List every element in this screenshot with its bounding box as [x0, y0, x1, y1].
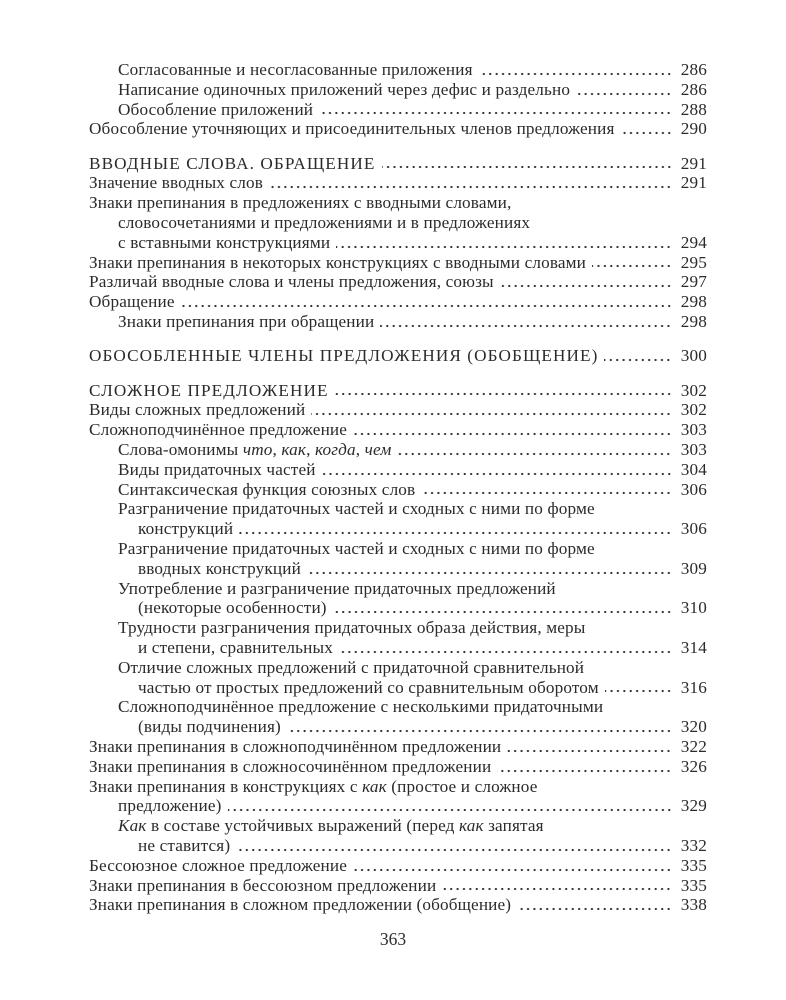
toc-entry-title: [138, 598, 327, 618]
toc-entry-line: [89, 895, 707, 915]
dot-leader: [442, 881, 672, 891]
toc-entry-title: [89, 420, 347, 440]
toc-entry-title: [89, 757, 491, 777]
toc-page-number: 306: [680, 519, 707, 539]
title-text: Обращение: [89, 292, 175, 312]
title-text: (некоторые особенности): [138, 598, 327, 618]
toc-section: [89, 381, 707, 916]
toc-entry-line: [89, 400, 707, 420]
dot-leader: [421, 485, 672, 495]
toc-entry-title: [138, 519, 233, 539]
toc-entry: [89, 480, 707, 500]
toc-entry-title: [118, 233, 330, 253]
toc-entry: [89, 737, 707, 757]
toc-entry: [89, 658, 707, 698]
title-text: конструкций: [138, 519, 234, 539]
toc-entry: [89, 400, 707, 420]
toc-entry-line: [89, 658, 707, 678]
toc-entry: [89, 697, 707, 737]
toc-entry-title: [118, 618, 586, 638]
toc-entry: [89, 618, 707, 658]
toc-entry-line: [89, 559, 707, 579]
toc-heading: [89, 154, 707, 174]
toc-entry-title: [89, 400, 305, 420]
toc-page-number: 309: [680, 558, 707, 578]
title-text: вводных конструкций: [138, 558, 301, 578]
toc-page-number: 306: [680, 479, 707, 499]
toc-entry-line: [89, 193, 707, 213]
dot-leader: [269, 179, 672, 189]
toc-entry: [89, 856, 707, 876]
toc-entry-line: [89, 60, 707, 80]
toc-page-number: 320: [680, 717, 707, 737]
toc-entry: [89, 539, 707, 579]
toc-page-number: 335: [680, 875, 707, 895]
title-text: Знаки препинания в предложениях с вводными словами,: [89, 193, 512, 213]
title-text: Согласованные и несогласованные приложения: [118, 60, 473, 79]
dot-leader: [181, 298, 672, 308]
title-text: Разграничение придаточных частей и сходных с ними по форме: [118, 539, 595, 559]
toc-entry-line: [89, 80, 707, 100]
toc-entry-title: [118, 499, 595, 519]
dot-leader: [517, 901, 672, 911]
dot-leader: [576, 86, 672, 96]
dot-leader: [382, 159, 672, 169]
toc-page-number: 298: [680, 312, 707, 332]
title-text: Виды придаточных частей: [118, 459, 316, 479]
dot-leader: [311, 406, 672, 416]
toc-entry-line: [89, 173, 707, 193]
dot-leader: [336, 239, 672, 249]
toc-page-number: 303: [680, 440, 707, 460]
toc-page-number: 295: [680, 252, 707, 272]
toc-entry-title: [89, 381, 329, 401]
toc-entry-line: [89, 757, 707, 777]
toc-entry-line: [89, 579, 707, 599]
toc-entry: [89, 292, 707, 312]
title-text: частью от простых предложений со сравнительным оборотом: [138, 677, 599, 697]
toc-entry-line: [89, 856, 707, 876]
toc-page-number: 304: [680, 459, 707, 479]
toc-page-number: 302: [680, 380, 707, 400]
toc-entry-title: [118, 100, 313, 120]
dot-leader: [319, 105, 672, 115]
toc-entry-line: [89, 678, 707, 698]
toc-entry-line: [89, 381, 707, 401]
toc-entry: [89, 499, 707, 539]
toc-entry-title: [89, 895, 511, 915]
toc-entry-title: [89, 876, 436, 896]
table-of-contents: [89, 60, 707, 930]
toc-entry-line: [89, 836, 707, 856]
title-text: (виды подчинения): [138, 717, 281, 737]
toc-entry-title: [89, 253, 586, 273]
dot-leader: [621, 125, 673, 135]
toc-entry-title: [118, 816, 544, 836]
toc-entry-line: [89, 253, 707, 273]
toc-page-number: 294: [680, 232, 707, 252]
dot-leader: [236, 842, 672, 852]
title-text: Знаки препинания в некоторых конструкциях с вводными словами: [89, 252, 587, 272]
toc-entry-line: [89, 154, 707, 174]
toc-entry-line: [89, 737, 707, 757]
title-text: Знаки препинания в сложносочинённом предложении: [89, 756, 492, 776]
toc-entry: [89, 253, 707, 273]
toc-entry-title: [118, 579, 556, 599]
toc-page-number: 338: [680, 895, 707, 915]
toc-entry-line: [89, 816, 707, 836]
toc-entry: [89, 757, 707, 777]
toc-page-number: 302: [680, 400, 707, 420]
toc-entry-line: [89, 618, 707, 638]
toc-page-number: 329: [680, 796, 707, 816]
toc-entry-title: [138, 678, 599, 698]
toc-entry-title: [89, 737, 501, 757]
toc-entry-title: [89, 856, 347, 876]
dot-leader: [322, 466, 672, 476]
title-text: Написание одиночных приложений через дефис и раздельно: [118, 79, 571, 99]
toc-entry-line: [89, 796, 707, 816]
toc-entry: [89, 193, 707, 252]
toc-entry: [89, 420, 707, 440]
toc-page-number: 310: [680, 598, 707, 618]
title-text: ВВОДНЫЕ СЛОВА. ОБРАЩЕНИЕ: [89, 153, 376, 173]
toc-entry-title: [89, 154, 376, 174]
toc-entry-title: [118, 460, 316, 480]
title-text: Знаки препинания в сложном предложении (обобщение): [89, 895, 512, 915]
toc-entry-title: [118, 697, 603, 717]
toc-entry-line: [89, 420, 707, 440]
toc-page-number: 335: [680, 855, 707, 875]
title-text: ,: [355, 440, 365, 460]
italic-text: как: [458, 816, 484, 836]
toc-entry-line: [89, 346, 707, 366]
toc-heading: [89, 381, 707, 401]
toc-entry-line: [89, 777, 707, 797]
toc-entry-title: [118, 312, 374, 332]
toc-entry-title: [138, 638, 333, 658]
dot-leader: [592, 258, 672, 268]
toc-entry-title: [89, 292, 175, 312]
title-text: Синтаксическая функция союзных слов: [118, 479, 416, 499]
toc-entry-title: [89, 119, 615, 139]
toc-entry: [89, 440, 707, 460]
toc-entry-title: [138, 559, 301, 579]
dot-leader: [604, 352, 672, 362]
toc-entry-title: [118, 658, 584, 678]
title-text: Виды сложных предложений: [89, 400, 306, 420]
title-text: Разграничение придаточных частей и сходных с ними по форме: [118, 499, 595, 519]
toc-entry-line: [89, 499, 707, 519]
italic-text: что: [242, 440, 273, 460]
toc-page-number: 314: [680, 638, 707, 658]
title-text: Употребление и разграничение придаточных предложений: [118, 578, 556, 598]
dot-leader: [335, 386, 672, 396]
toc-entry-line: [89, 876, 707, 896]
title-text: Слова-омонимы: [118, 440, 243, 460]
toc-page-number: 316: [680, 677, 707, 697]
toc-entry-title: [138, 717, 281, 737]
dot-leader: [497, 763, 672, 773]
toc-page-number: 286: [680, 60, 707, 79]
title-text: Обособление уточняющих и присоединительных членов предложения: [89, 119, 615, 139]
toc-entry-line: [89, 312, 707, 332]
toc-entry-title: [118, 213, 530, 233]
toc-entry-title: [89, 346, 598, 366]
toc-entry: [89, 60, 707, 80]
toc-entry: [89, 460, 707, 480]
title-text: Знаки препинания в конструкциях с: [89, 776, 363, 796]
toc-entry: [89, 579, 707, 619]
toc-page-number: 303: [680, 420, 707, 440]
title-text: ОБОСОБЛЕННЫЕ ЧЛЕНЫ ПРЕДЛОЖЕНИЯ (ОБОБЩЕНИЕ): [89, 346, 599, 366]
toc-heading: [89, 346, 707, 366]
toc-entry: [89, 173, 707, 193]
dot-leader: [353, 426, 672, 436]
title-text: Обособление приложений: [118, 99, 314, 119]
title-text: с вставными конструкциями: [118, 232, 331, 252]
toc-entry: [89, 312, 707, 332]
toc-entry-line: [89, 233, 707, 253]
toc-entry-title: [89, 272, 494, 292]
dot-leader: [307, 565, 672, 575]
toc-entry: [89, 80, 707, 100]
toc-entry-title: [118, 539, 595, 559]
title-text: запятая: [483, 816, 544, 836]
toc-entry-line: [89, 480, 707, 500]
dot-leader: [339, 644, 672, 654]
toc-entry-line: [89, 717, 707, 737]
toc-entry-title: [138, 836, 230, 856]
title-text: Трудности разграничения придаточных образа действия, меры: [118, 618, 586, 638]
toc-entry-line: [89, 292, 707, 312]
toc-entry: [89, 119, 707, 139]
italic-text: как: [281, 440, 307, 460]
toc-entry-line: [89, 440, 707, 460]
title-text: СЛОЖНОЕ ПРЕДЛОЖЕНИЕ: [89, 380, 329, 400]
toc-page-number: 297: [680, 272, 707, 292]
toc-entry-title: [89, 193, 511, 213]
toc-page-number: 326: [680, 756, 707, 776]
italic-text: как: [362, 776, 387, 796]
toc-page-number: 288: [680, 99, 707, 119]
dot-leader: [239, 525, 672, 535]
toc-entry: [89, 100, 707, 120]
title-text: (простое и сложное: [386, 776, 538, 796]
title-text: Значение вводных слов: [89, 173, 264, 193]
toc-page-number: 286: [680, 79, 707, 99]
toc-entry: [89, 272, 707, 292]
dot-leader: [333, 604, 672, 614]
toc-entry-title: [89, 173, 263, 193]
toc-entry-line: [89, 598, 707, 618]
toc-entry-line: [89, 119, 707, 139]
page-number: 363: [379, 929, 407, 949]
dot-leader: [500, 278, 672, 288]
toc-entry: [89, 816, 707, 856]
title-text: и степени, сравнительных: [138, 638, 333, 658]
toc-entry: [89, 777, 707, 817]
toc-entry-title: [118, 80, 570, 100]
title-text: Знаки препинания в бессоюзном предложении: [89, 875, 437, 895]
toc-entry-line: [89, 519, 707, 539]
title-text: ,: [272, 440, 282, 460]
toc-entry: [89, 876, 707, 896]
title-text: Сложноподчинённое предложение с несколькими придаточными: [118, 697, 604, 717]
title-text: не ставится): [138, 835, 231, 855]
toc-page-number: 291: [680, 173, 707, 193]
toc-page-number: 322: [680, 737, 707, 756]
title-text: Бессоюзное сложное предложение: [89, 855, 347, 875]
toc-entry-line: [89, 100, 707, 120]
dot-leader: [380, 318, 672, 328]
title-text: словосочетаниями и предложениями и в предложениях: [118, 213, 531, 233]
toc-entry: [89, 895, 707, 915]
toc-page-number: 300: [680, 346, 707, 366]
toc-entry-line: [89, 638, 707, 658]
title-text: Отличие сложных предложений с придаточной сравнительной: [118, 657, 585, 677]
toc-section: [89, 346, 707, 366]
title-text: предложение): [118, 796, 222, 816]
title-text: в составе устойчивых выражений (перед: [146, 816, 459, 836]
toc-section: [89, 60, 707, 139]
toc-entry-title: [89, 777, 538, 797]
toc-entry-line: [89, 539, 707, 559]
toc-section: [89, 154, 707, 332]
dot-leader: [353, 862, 672, 872]
title-text: Знаки препинания при обращении: [118, 312, 375, 332]
title-text: Различай вводные слова и члены предложения, союзы: [89, 272, 494, 292]
dot-leader: [479, 66, 672, 76]
title-text: ,: [306, 440, 316, 460]
toc-page-number: 290: [680, 119, 707, 139]
italic-text: когда: [315, 440, 356, 460]
toc-entry-title: [118, 440, 391, 460]
toc-entry-title: [118, 480, 415, 500]
toc-page-number: 291: [680, 153, 707, 173]
dot-leader: [605, 683, 672, 693]
toc-page-number: 332: [680, 835, 707, 855]
italic-text: чем: [364, 440, 392, 460]
dot-leader: [397, 446, 672, 456]
toc-entry-title: [118, 60, 473, 80]
title-text: Сложноподчинённое предложение: [89, 420, 348, 440]
italic-text: Как: [118, 816, 147, 836]
title-text: Знаки препинания в сложноподчинённом предложении: [89, 737, 502, 756]
dot-leader: [507, 743, 672, 753]
toc-entry-title: [118, 796, 222, 816]
toc-entry-line: [89, 213, 707, 233]
dot-leader: [287, 723, 672, 733]
dot-leader: [228, 802, 672, 812]
toc-page-number: 298: [680, 292, 707, 312]
toc-entry-line: [89, 460, 707, 480]
toc-entry-line: [89, 697, 707, 717]
toc-entry-line: [89, 272, 707, 292]
